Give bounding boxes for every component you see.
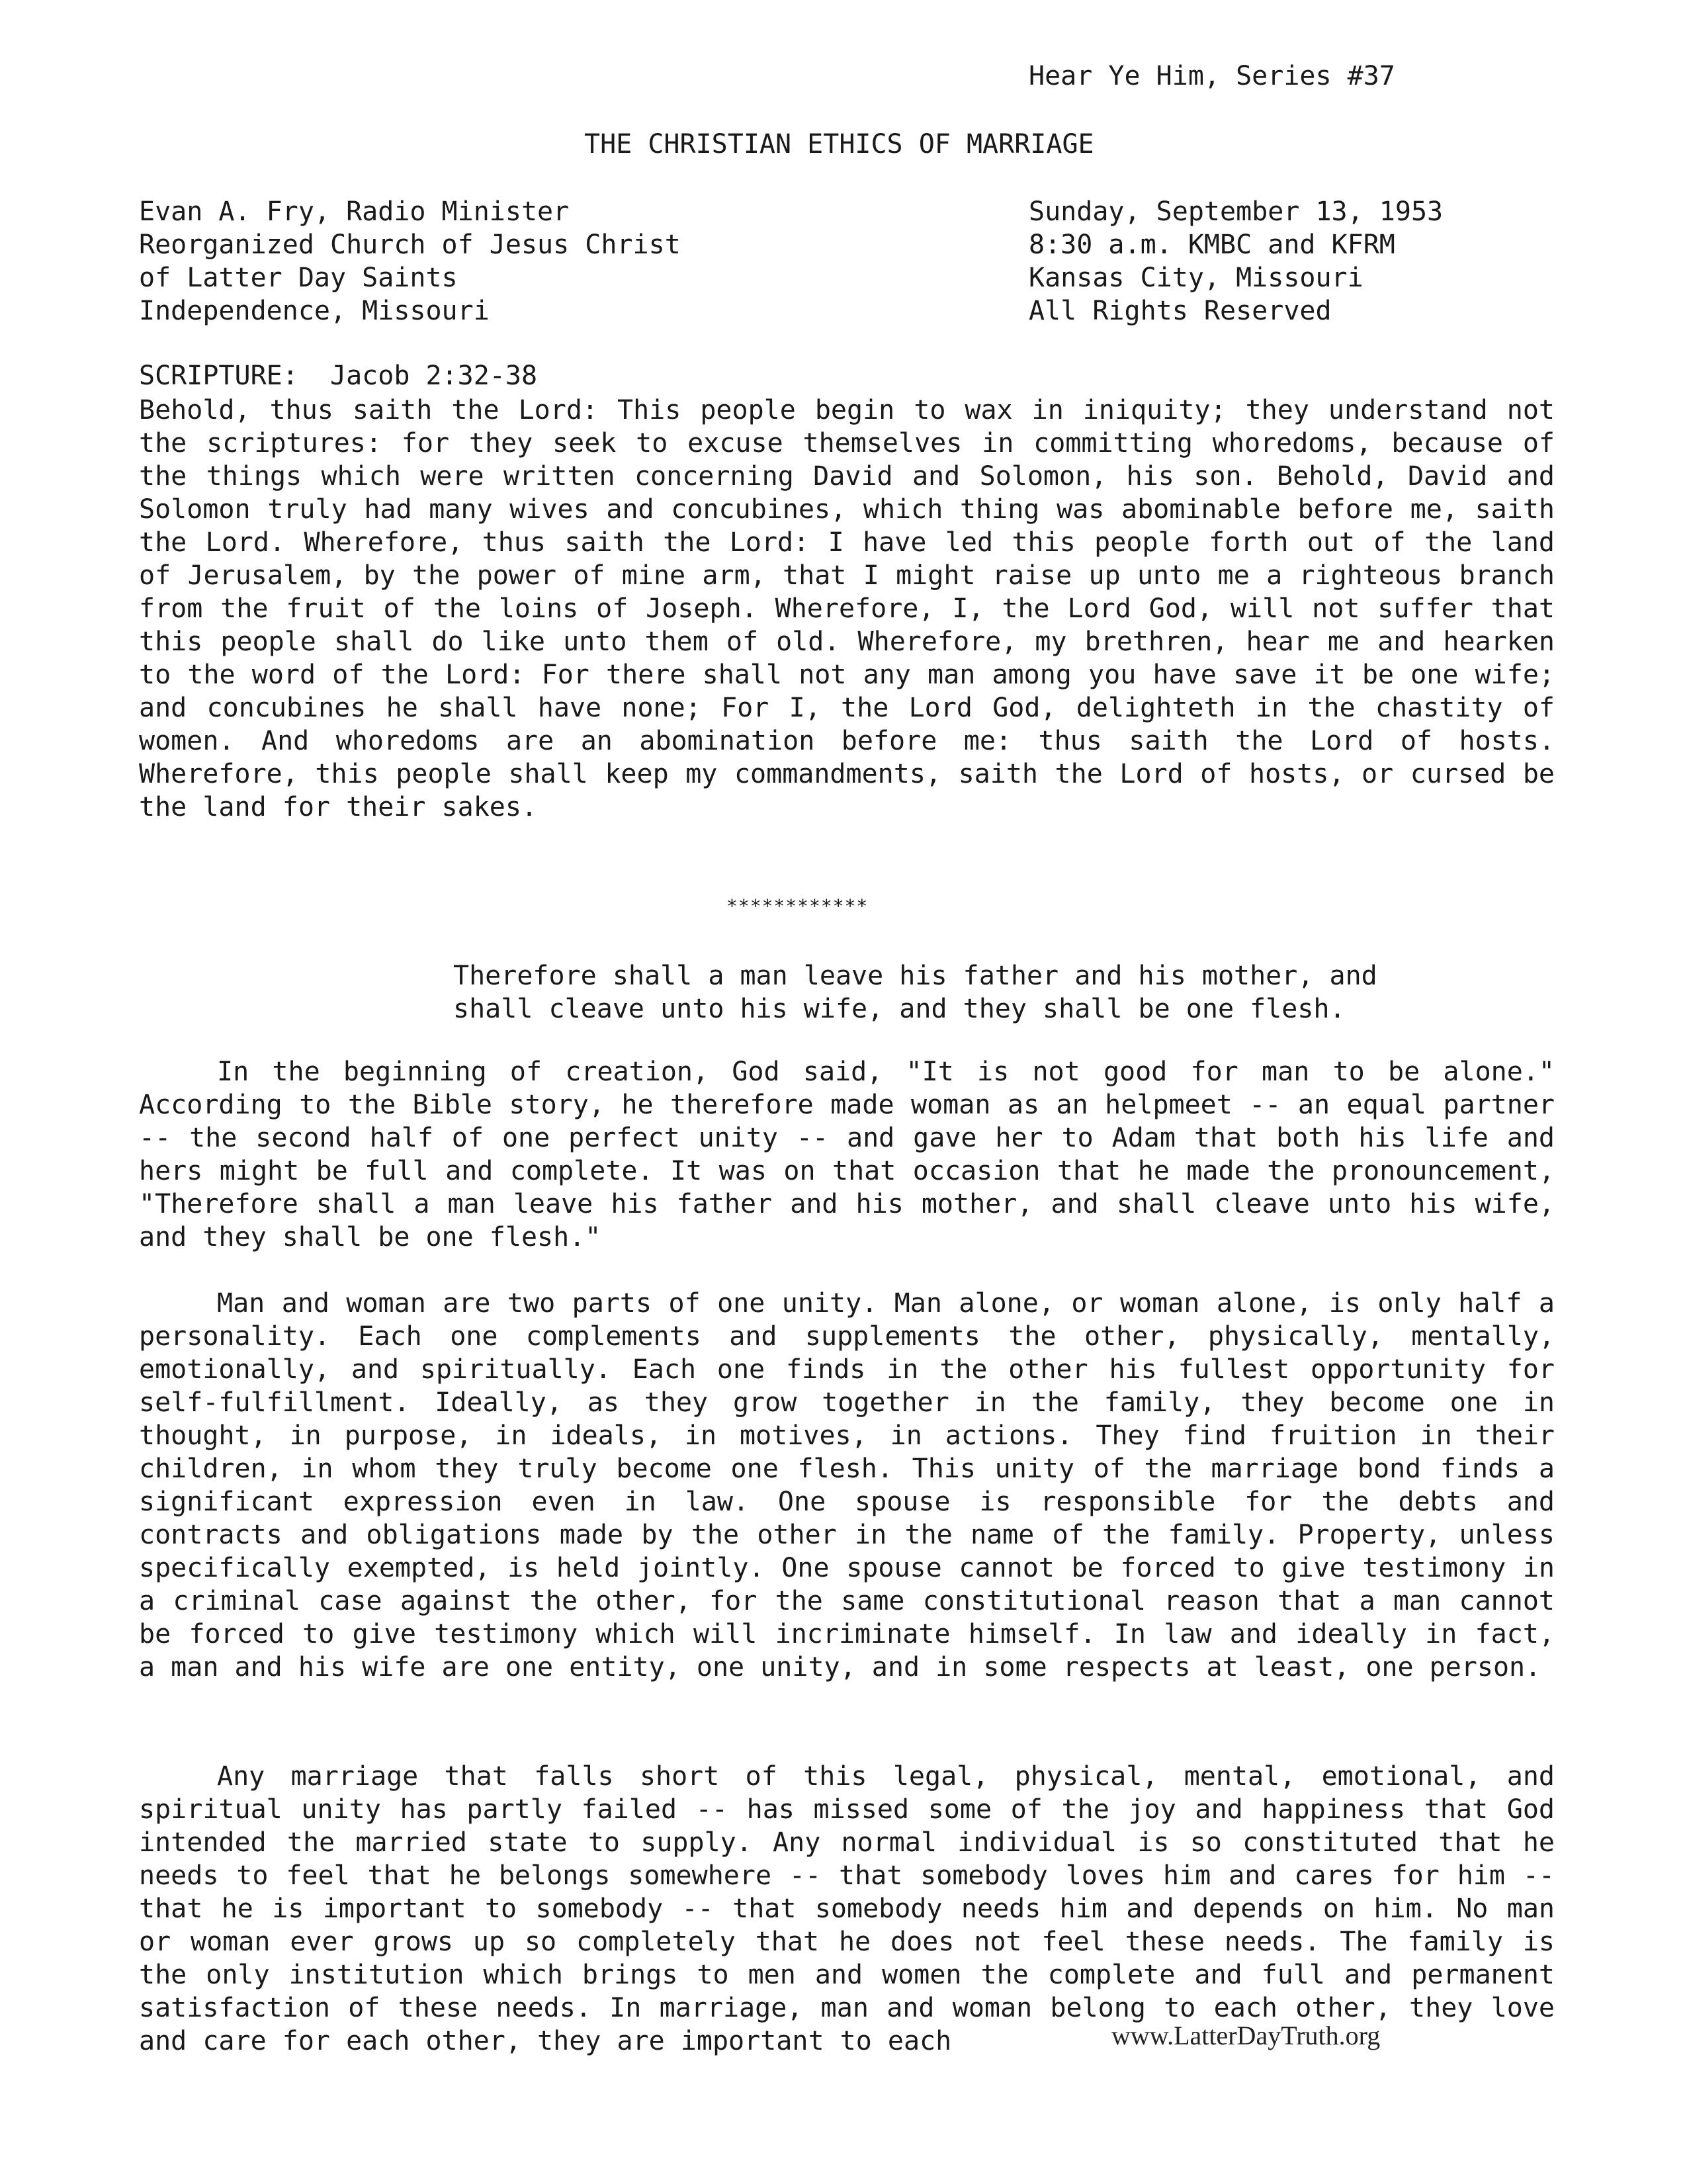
speaker-block: [139, 195, 681, 328]
broadcast-date: Sunday, September 13, 1953: [1029, 197, 1444, 227]
body-paragraph: Man and woman are two parts of one unity. Man alone, or woman alone, is only half a personality. Each one complements and supplements the other, physically, mentally, emotionally, and spiritually. Each one finds in the other his fullest opportunity for self-fulfillment. Ideally, as they grow together in the family, they become one in thought, in purpose, in ideals, in motives, in actions. They find fruition in their children, in whom they truly become one flesh. This unity of the marriage bond finds a significant expression even in law. One spouse is responsible for the debts and contracts and obligations made by the other in the name of the family. Property, unless specifically exempted, is held jointly. One spouse cannot be forced to give testimony in a criminal case against the other, for the same constitutional reason that a man cannot be forced to give testimony which will incriminate himself. In law and ideally in fact, a man and his wife are one entity, one unity, and in some respects at least, one person.: [139, 1288, 1555, 1682]
speaker-location: Independence, Missouri: [139, 296, 490, 326]
broadcast-block: [1029, 195, 1443, 328]
section-separator: ************: [726, 895, 869, 917]
body-paragraph: In the beginning of creation, God said, "It is not good for man to be alone." According to the Bible story, he therefore made woman as an helpmeet -- an equal partner -- the second half of one perfect unity -- and gave her to Adam that both his life and hers might be full and complete. It was on that occasion that he made the pronouncement, "Therefore shall a man leave his father and his mother, and shall cleave unto his wife, and they shall be one flesh.": [139, 1057, 1555, 1252]
body-paragraph: Any marriage that falls short of this legal, physical, mental, emotional, and spiritual unity has partly failed -- has missed some of the joy and happiness that God intended the married state to supply. Any normal individual is so constituted that he needs to feel that he belongs somewhere -- that somebody loves him and cares for him -- that he is important to somebody -- that somebody needs him and depends on him. No man or woman ever grows up so completely that he does not feel these needs. The family is the only institution which brings to men and women the complete and full and permanent satisfaction of these needs. In marriage, man and woman belong to each other, they love and care for each other, they are important to each: [139, 1761, 1555, 2056]
speaker-church: Reorganized Church of Jesus Christ: [139, 230, 681, 260]
scripture-reference: SCRIPTURE: Jacob 2:32-38: [139, 361, 538, 391]
speaker-church-cont: of Latter Day Saints: [139, 263, 458, 293]
epigraph-line: Therefore shall a man leave his father and his mother, and: [453, 961, 1377, 991]
scripture-text: Behold, thus saith the Lord: This people begin to wax in iniquity; they understand not the scriptures: for they seek to excuse themselves in committing whoredoms, because of the things which were written concerning David and Solomon, his son. Behold, David and Solomon truly had many wives and concubines, which thing was abominable before me, saith the Lord. Wherefore, thus saith the Lord: I have led this people forth out of the land of Jerusalem, by the power of mine arm, that I might raise up unto me a righteous branch from the fruit of the loins of Joseph. Wherefore, I, the Lord God, will not suffer that this people shall do like unto them of old. Wherefore, my brethren, hear me and hearken to the word of the Lord: For there shall not any man among you have save it be one wife; and concubines he shall have none; For I, the Lord God, delighteth in the chastity of women. And whoredoms are an abomination before me: thus saith the Lord of hosts. Wherefore, this people shall keep my commandments, saith the Lord of hosts, or cursed be the land for their sakes.: [139, 395, 1555, 822]
epigraph-line: shall cleave unto his wife, and they shall be one flesh.: [453, 994, 1346, 1024]
epigraph: [453, 959, 1377, 1026]
speaker-name: Evan A. Fry, Radio Minister: [139, 197, 570, 227]
series-label: Hear Ye Him, Series #37: [1029, 61, 1395, 91]
footer-url: www.LatterDayTruth.org: [1111, 2021, 1381, 2050]
broadcast-time: 8:30 a.m. KMBC and KFRM: [1029, 230, 1395, 260]
broadcast-city: Kansas City, Missouri: [1029, 263, 1363, 293]
rights-notice: All Rights Reserved: [1029, 296, 1332, 326]
sermon-title: THE CHRISTIAN ETHICS OF MARRIAGE: [584, 129, 1094, 159]
